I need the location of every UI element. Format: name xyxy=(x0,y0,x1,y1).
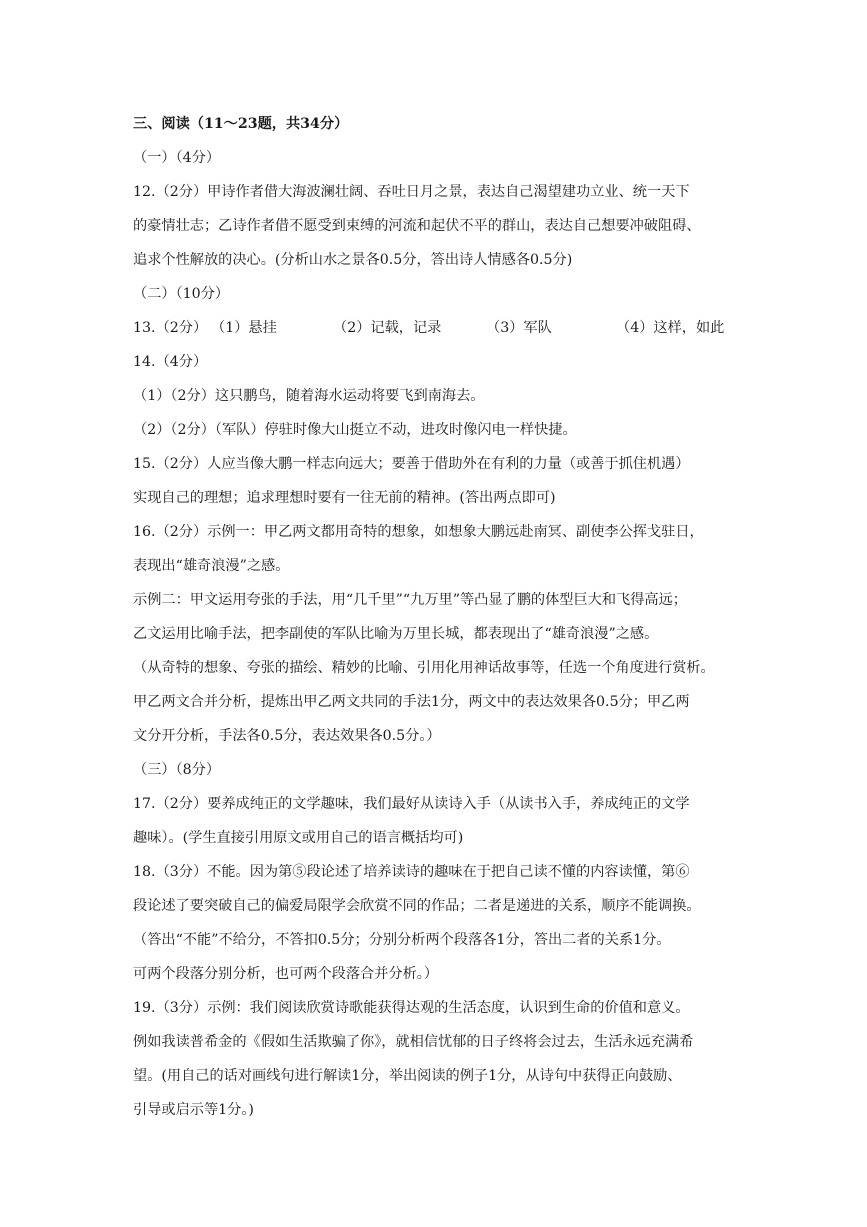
q13-item-2: （2）记载，记录 xyxy=(333,320,442,336)
q13-item-4: （4）这样，如此 xyxy=(616,320,725,336)
q13-item-3: （3）军队 xyxy=(486,320,552,336)
q16-line-3: 示例二：甲文运用夸张的手法，用“几千里”“九万里”等凸显了鹏的体型巨大和飞得高远； xyxy=(133,592,687,608)
q19-line-1: 19.（3分）示例：我们阅读欣赏诗歌能获得达观的生活态度，认识到生命的价值和意义。 xyxy=(133,1000,690,1016)
q12-line-2: 的豪情壮志；乙诗作者借不愿受到束缚的河流和起伏不平的群山，表达自己想要冲破阻碍、 xyxy=(133,218,701,234)
q15-line-2: 实现自己的理想；追求理想时要有一往无前的精神。(答出两点即可) xyxy=(133,490,556,506)
section-title: 三、阅读（11～23题，共34分） xyxy=(133,116,349,132)
q14-sub-2: （2）（2分）（军队）停驻时像大山挺立不动，进攻时像闪电一样快捷。 xyxy=(133,422,577,438)
part3-header: （三）（8分） xyxy=(133,762,221,778)
q17-line-1: 17.（2分）要养成纯正的文学趣味，我们最好从读诗入手（从读书入手，养成纯正的文学 xyxy=(133,796,690,812)
q16-line-5: （从奇特的想象、夸张的描绘、精妙的比喻、引用化用神话故事等，任选一个角度进行赏析。 xyxy=(133,660,715,676)
q15-line-1: 15.（2分）人应当像大鹏一样志向远大；要善于借助外在有利的力量（或善于抓住机遇） xyxy=(133,456,690,472)
q12-line-1: 12.（2分）甲诗作者借大海波澜壮阔、吞吐日月之景，表达自己渴望建功立业、统一天下 xyxy=(133,184,690,200)
q13-prefix: 13.（2分） xyxy=(133,320,208,336)
q13-item-1: （1）悬挂 xyxy=(211,320,277,336)
q18-line-4: 可两个段落分别分析，也可两个段落合并分析。） xyxy=(133,966,439,982)
q16-line-7: 文分开分析，手法各0.5分，表达效果各0.5分。） xyxy=(133,728,441,744)
q16-line-6: 甲乙两文合并分析，提炼出甲乙两文共同的手法1分，两文中的表达效果各0.5分；甲乙两 xyxy=(133,694,690,710)
q16-line-1: 16.（2分）示例一：甲乙两文都用奇特的想象，如想象大鹏远赴南冥、副使李公挥戈驻日， xyxy=(133,524,704,540)
q14-header: 14.（4分） xyxy=(133,354,208,370)
q12-line-3: 追求个性解放的决心。(分析山水之景各0.5分，答出诗人情感各0.5分) xyxy=(133,252,573,268)
q19-line-3: 望。(用自己的话对画线句进行解读1分，举出阅读的例子1分，从诗句中获得正向鼓励、 xyxy=(133,1068,682,1084)
q18-line-1: 18.（3分）不能。因为第⑤段论述了培养读诗的趣味在于把自己读不懂的内容读懂，第⑥ xyxy=(133,864,690,880)
q14-sub-1: （1）（2分）这只鹏鸟，随着海水运动将要飞到南海去。 xyxy=(133,388,485,404)
q19-line-4: 引导或启示等1分。) xyxy=(133,1102,254,1118)
q18-line-2: 段论述了要突破自己的偏爱局限学会欣赏不同的作品；二者是递进的关系，顺序不能调换。 xyxy=(133,898,701,914)
q18-line-3: （答出“不能”不给分，不答扣0.5分；分别分析两个段落各1分，答出二者的关系1分。 xyxy=(133,932,671,948)
q16-line-4: 乙文运用比喻手法，把李副使的军队比喻为万里长城，都表现出了“雄奇浪漫”之感。 xyxy=(133,626,659,642)
q17-line-2: 趣味）。(学生直接引用原文或用自己的语言概括均可) xyxy=(133,830,464,846)
q19-line-2: 例如我读普希金的《假如生活欺骗了你》，就相信忧郁的日子终将会过去，生活永远充满希 xyxy=(133,1034,694,1050)
part1-header: （一）（4分） xyxy=(133,150,221,166)
q13-answers xyxy=(133,318,724,338)
q16-line-2: 表现出“雄奇浪漫”之感。 xyxy=(133,558,290,574)
part2-header: （二）（10分） xyxy=(133,286,230,302)
